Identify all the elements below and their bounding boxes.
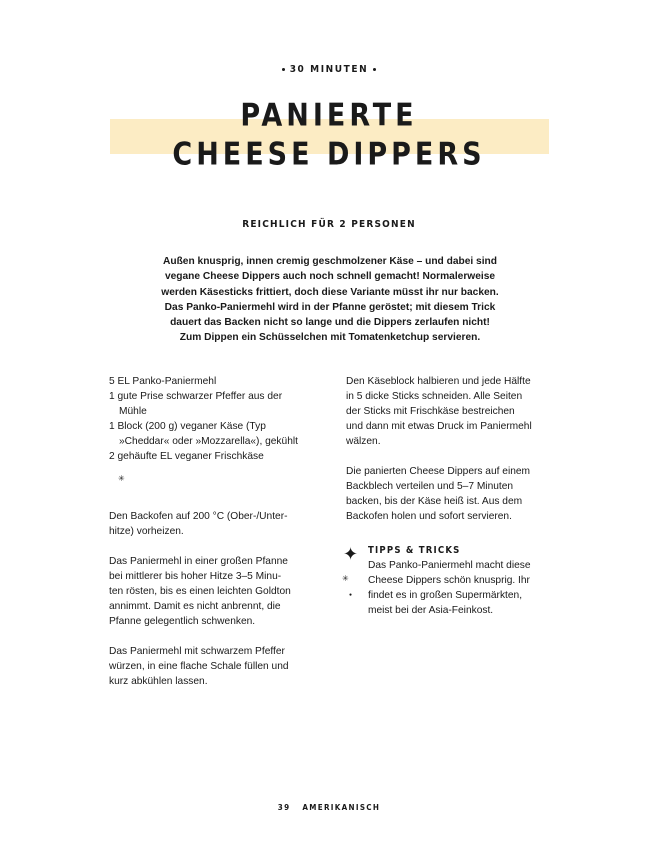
step-line: Die panierten Cheese Dippers auf einem xyxy=(346,466,531,477)
step-line: der Sticks mit Frischkäse bestreichen xyxy=(346,406,515,417)
step-line: wälzen. xyxy=(346,436,381,447)
ingredient-list xyxy=(109,374,324,464)
page-number: 39 xyxy=(277,803,291,812)
step-line: ten rösten, bis es einen leichten Goldton xyxy=(109,586,291,597)
step-paragraph xyxy=(346,374,556,449)
step-paragraph xyxy=(109,644,324,689)
step-paragraph xyxy=(109,509,324,539)
ingredient-item: 2 gehäufte EL veganer Frischkäse xyxy=(109,451,264,462)
step-paragraph xyxy=(109,554,324,629)
step-line: bei mittlerer bis hoher Hitze 3–5 Minu- xyxy=(109,571,282,582)
sparkle-icon: ✳ xyxy=(342,574,349,583)
step-line: Backofen holen und sofort servieren. xyxy=(346,511,512,522)
step-line: annimmt. Damit es nicht anbrennt, die xyxy=(109,601,281,612)
tips-line: Das Panko-Paniermehl macht diese xyxy=(368,560,531,571)
servings-label: REICHLICH FÜR 2 PERSONEN xyxy=(242,219,416,230)
sparkle-dot-icon: ● xyxy=(349,592,353,598)
bullet-dot-icon xyxy=(373,68,376,71)
step-line: backen, bis der Käse heiß ist. Aus dem xyxy=(346,496,523,507)
time-label: 30 MINUTEN xyxy=(289,64,369,75)
right-column xyxy=(346,374,556,524)
title-line-2: CHEESE DIPPERS xyxy=(172,136,486,173)
tips-line: Cheese Dippers schön knusprig. Ihr xyxy=(368,575,530,586)
step-line: in 5 dicke Sticks schneiden. Alle Seiten xyxy=(346,391,523,402)
step-line: Das Paniermehl mit schwarzem Pfeffer xyxy=(109,646,285,657)
step-line: Backblech verteilen und 5–7 Minuten xyxy=(346,481,514,492)
intro-line: Außen knusprig, innen cremig geschmolzener Käse – und dabei sind xyxy=(163,256,497,267)
step-line: hitze) vorheizen. xyxy=(109,526,184,537)
ingredient-item: 1 Block (200 g) veganer Käse (Typ »Cheddar« oder »Mozzarella«), gekühlt xyxy=(109,421,298,447)
left-column xyxy=(109,374,324,689)
step-line: Den Backofen auf 200 °C (Ober-/Unter- xyxy=(109,511,288,522)
section-name: AMERIKANISCH xyxy=(302,803,381,812)
title-line-1: PANIERTE xyxy=(240,97,418,134)
tips-body xyxy=(368,558,553,618)
step-line: kurz abkühlen lassen. xyxy=(109,676,208,687)
intro-line: Zum Dippen ein Schüsselchen mit Tomatenketchup servieren. xyxy=(179,332,481,344)
intro-line: dauert das Backen nicht so lange und die Dippers zerlaufen nicht! xyxy=(170,317,490,329)
page-footer xyxy=(0,803,658,812)
tips-line: meist bei der Asia-Feinkost. xyxy=(368,605,494,616)
tips-heading: TIPPS & TRICKS xyxy=(368,545,461,556)
ingredient-item: 1 gute Prise schwarzer Pfeffer aus der Mühle xyxy=(109,391,283,417)
intro-line: Das Panko-Paniermehl wird in der Pfanne geröstet; mit diesem Trick xyxy=(164,301,496,313)
sparkle-star-icon: ✦ xyxy=(343,544,359,564)
intro-text xyxy=(150,254,510,346)
intro-line: werden Käsesticks frittiert, doch diese Variante müsst ihr nur backen. xyxy=(161,286,499,298)
ingredient-item: 5 EL Panko-Paniermehl xyxy=(109,376,217,387)
time-badge xyxy=(0,64,658,75)
sparkle-icon: ✳ xyxy=(118,474,125,483)
step-paragraph xyxy=(346,464,556,524)
intro-line: vegane Cheese Dippers auch noch schnell gemacht! Normalerweise xyxy=(164,271,496,283)
step-line: und dann mit etwas Druck im Paniermehl xyxy=(346,421,532,432)
step-line: Das Paniermehl in einer großen Pfanne xyxy=(109,556,288,567)
step-line: Pfanne gelegentlich schwenken. xyxy=(109,616,256,627)
step-line: Den Käseblock halbieren und jede Hälfte xyxy=(346,376,531,387)
recipe-title xyxy=(0,96,658,174)
tips-line: findet es in großen Supermärkten, xyxy=(368,590,523,601)
step-line: würzen, in eine flache Schale füllen und xyxy=(109,661,289,672)
bullet-dot-icon xyxy=(282,68,285,71)
